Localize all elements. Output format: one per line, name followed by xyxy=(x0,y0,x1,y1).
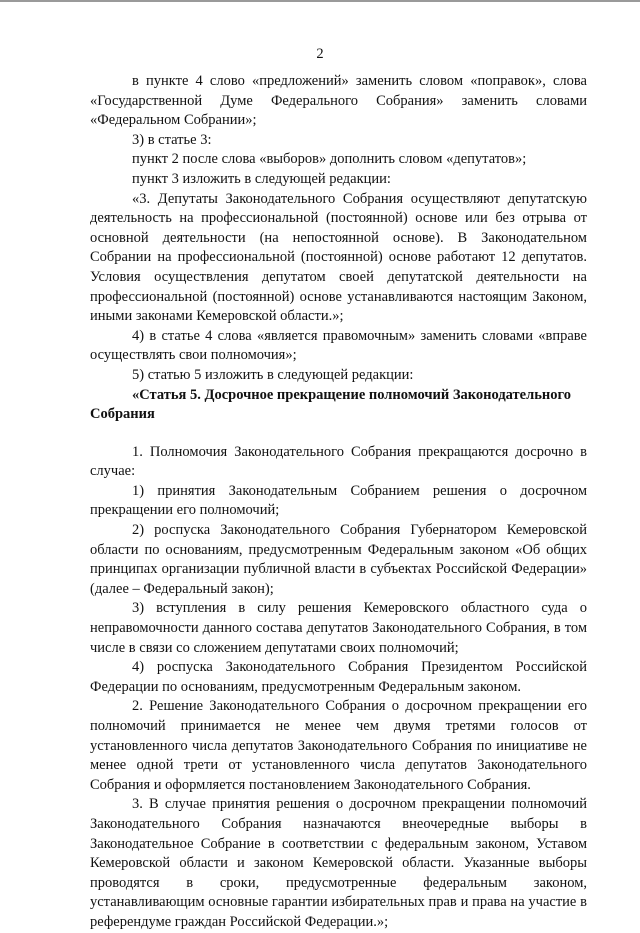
scan-top-edge-line xyxy=(0,0,640,2)
paragraph-article-4-change: 4) в статье 4 слова «является правомочным» заменить словами «вправе осуществлять свои полномочия»; xyxy=(90,327,587,364)
paragraph-clause-1-item-1: 1) принятия Законодательным Собранием решения о досрочном прекращении его полномочий; xyxy=(90,482,587,519)
paragraph-article-3-intro: 3) в статье 3: xyxy=(132,131,212,148)
paragraph-point-2-change: пункт 2 после слова «выборов» дополнить словом «депутатов»; xyxy=(132,151,527,168)
paragraph-article-5-intro: 5) статью 5 изложить в следующей редакции: xyxy=(132,366,414,383)
page-number: 2 xyxy=(316,46,324,62)
paragraph-point-3-intro: пункт 3 изложить в следующей редакции: xyxy=(132,170,391,187)
paragraph-clause-1-item-3: 3) вступления в силу решения Кемеровского областного суда о неправомочности данного состава депутатов Законодательного Собрания, в том числе в связи со сложением депутатами своих полномочий; xyxy=(90,600,587,656)
paragraph-clause-2: 2. Решение Законодательного Собрания о досрочном прекращении его полномочий принимается не менее чем двумя третями голосов от установленного числа депутатов Законодательного Собрания по инициативе не менее одной трети от установленного числа депутатов Законодательного Собрания и оформляется постановлением Законодательного Собрания. xyxy=(90,698,587,793)
paragraph-amendment-point-4: в пункте 4 слово «предложений» заменить словом «поправок», слова «Государственной Думе Федерального Собрания» заменить словами «Федеральном Собрании»; xyxy=(90,73,587,129)
document-body xyxy=(90,72,587,933)
paragraph-clause-1-item-4: 4) роспуска Законодательного Собрания Президентом Российской Федерации по основаниям, предусмотренным Федеральным законом. xyxy=(90,659,587,695)
article-5-heading: «Статья 5. Досрочное прекращение полномочий Законодательного Собрания xyxy=(90,386,571,423)
paragraph-clause-3: 3. В случае принятия решения о досрочном прекращении полномочий Законодательного Собрания назначаются внеочередные выборы в Законодательное Собрание в соответствии с федеральным законом, Уставом Кемеровской области и законом Кемеровской области. Указанные выборы проводятся в сроки, предусмотренные федеральным законом, устанавливающим основные гарантии избирательных прав и права на участие в референдуме граждан Российской Федерации.»; xyxy=(90,796,587,930)
heading-spacer xyxy=(90,425,587,443)
paragraph-clause-1-item-2: 2) роспуска Законодательного Собрания Губернатором Кемеровской области по основаниям, предусмотренным Федеральным законом «Об общих принципах организации публичной власти в субъектах Российской Федерации» (далее – Федеральный закон); xyxy=(90,522,587,597)
paragraph-clause-1: 1. Полномочия Законодательного Собрания прекращаются досрочно в случае: xyxy=(90,443,587,480)
paragraph-point-3-text: «3. Депутаты Законодательного Собрания осуществляют депутатскую деятельность на профессиональной (постоянной) основе или без отрыва от основной деятельности (на непостоянной основе). В Законодательном Собрании на профессиональной (постоянной) основе работают 12 депутатов. Условия осуществления депутатом своей депутатской деятельности на профессиональной (постоянной) основе устанавливаются настоящим Законом, иными законами Кемеровской области.»; xyxy=(90,190,587,325)
